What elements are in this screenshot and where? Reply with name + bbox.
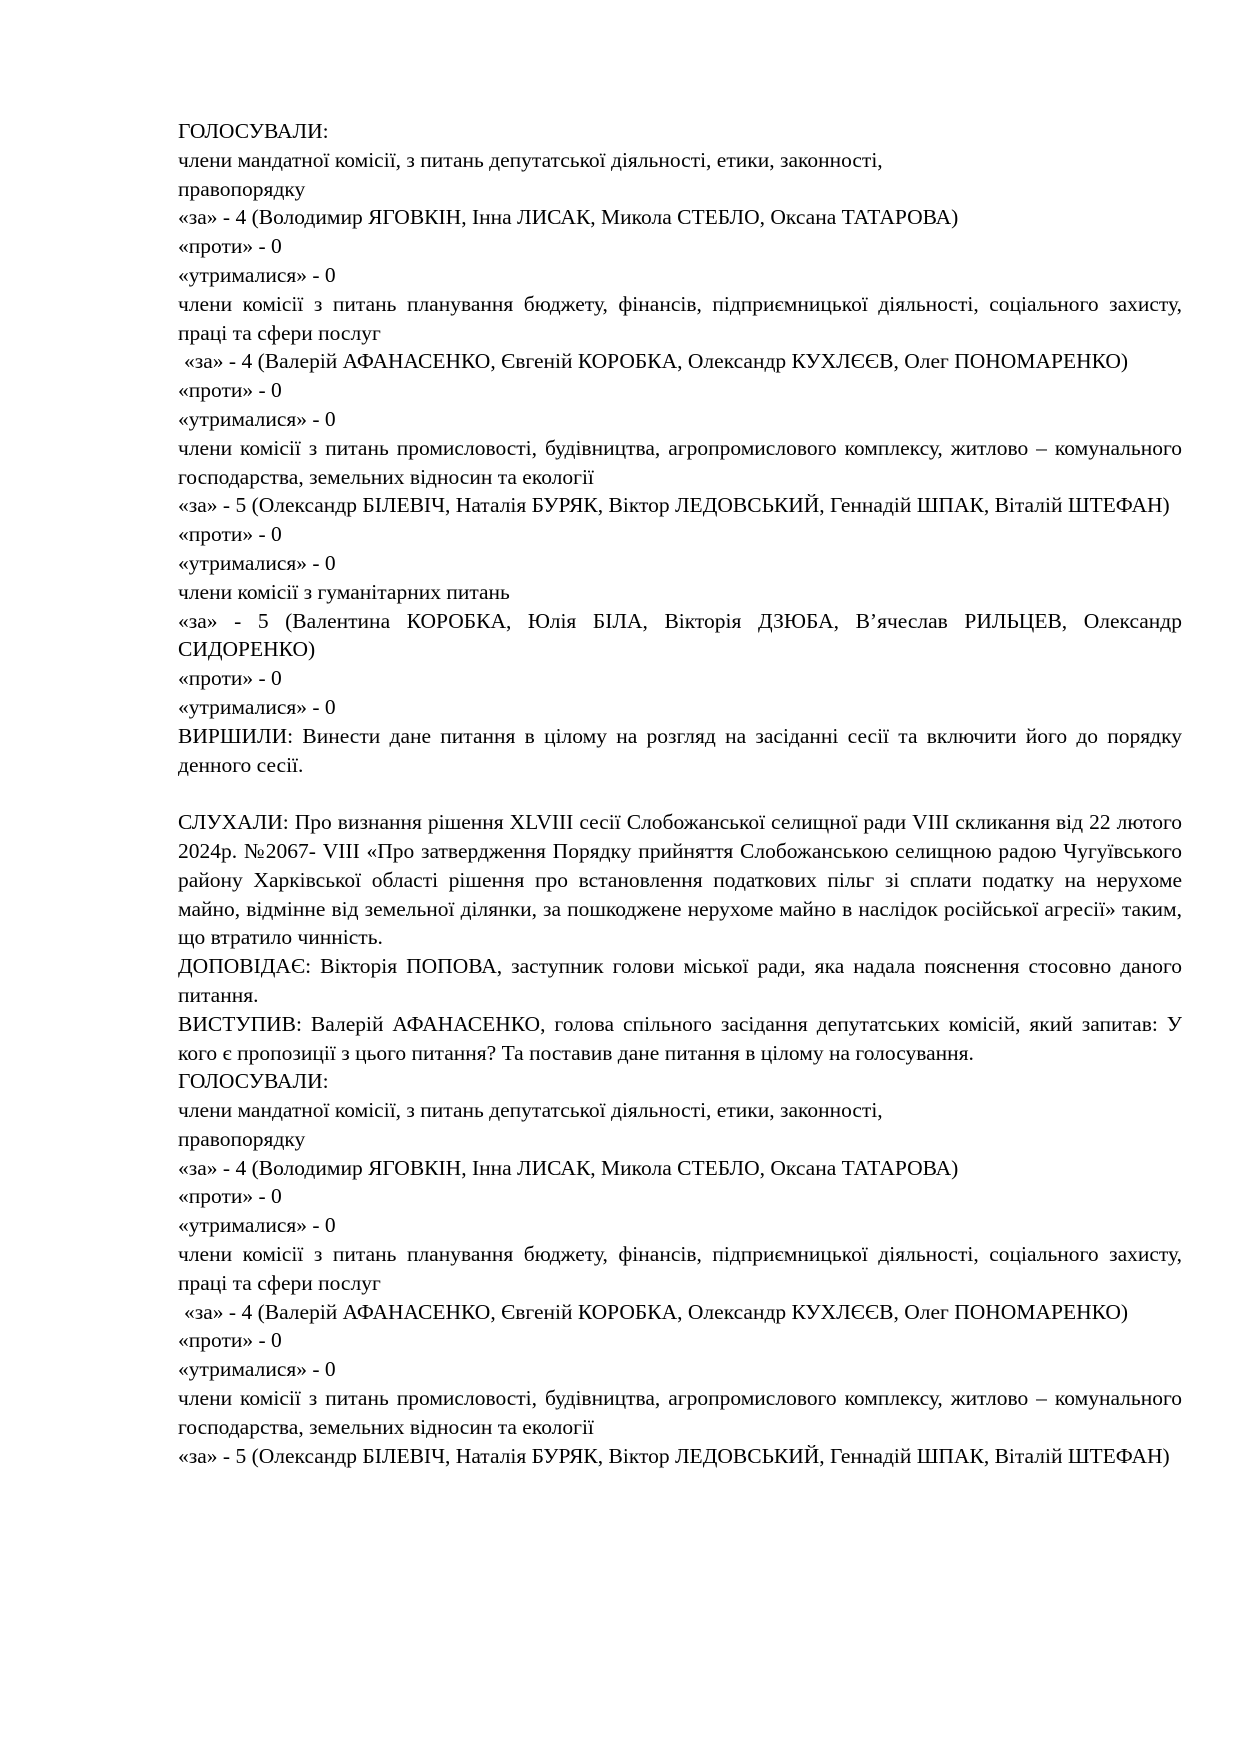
vote-abstain: «утрималися» - 0 [178,1357,336,1382]
vote-against: «проти» - 0 [178,378,282,403]
vote-for: «за» - 4 (Володимир ЯГОВКІН, Інна ЛИСАК, Микола СТЕБЛО, Оксана ТАТАРОВА) [178,205,959,230]
vote-against: «проти» - 0 [178,522,282,547]
commission-title-cont: правопорядку [178,1126,306,1151]
commission-title: члени комісії з питань планування бюджету, фінансів, підприємницької діяльності, соціального захисту, праці та сфери послуг [178,291,1182,345]
voted-heading: ГОЛОСУВАЛИ: [178,119,329,143]
commission-title: члени мандатної комісії, з питань депутатської діяльності, етики, законності, [178,1098,883,1123]
vote-against: «проти» - 0 [178,234,282,259]
reports-paragraph: ДОПОВІДАЄ: Вікторія ПОПОВА, заступник голови міської ради, яка надала пояснення стосовно даного питання. [178,954,1182,1007]
decision-paragraph: ВИРШИЛИ: Винести дане питання в цілому на розгляд на засіданні сесії та включити його до порядку денного сесії. [178,723,1182,777]
vote-for: «за» - 4 (Валерій АФАНАСЕНКО, Євгеній КОРОБКА, Олександр КУХЛЄЄВ, Олег ПОНОМАРЕНКО) [184,349,1129,374]
commission-title: члени комісії з гуманітарних питань [178,579,510,604]
vote-abstain: «утрималися» - 0 [178,550,336,575]
commission-title: члени комісії з питань промисловості, будівництва, агропромислового комплексу, житлово – комунального господарства, земельних відносин та екології [178,1386,1182,1439]
spoke-paragraph: ВИСТУПИВ: Валерій АФАНАСЕНКО, голова спільного засідання депутатських комісій, який запитав: У кого є пропозиції з цього питання? Та поставив дане питання в цілому на голосування. [178,1011,1182,1065]
vote-for: «за» - 4 (Володимир ЯГОВКІН, Інна ЛИСАК, Микола СТЕБЛО, Оксана ТАТАРОВА) [178,1155,959,1180]
paragraph-gap [178,779,1182,808]
vote-abstain: «утрималися» - 0 [178,1213,336,1238]
vote-against: «проти» - 0 [178,1184,282,1209]
vote-for: «за» - 4 (Валерій АФАНАСЕНКО, Євгеній КОРОБКА, Олександр КУХЛЄЄВ, Олег ПОНОМАРЕНКО) [184,1299,1129,1324]
vote-abstain: «утрималися» - 0 [178,262,336,287]
vote-abstain: «утрималися» - 0 [178,406,336,431]
vote-for: «за» - 5 (Олександр БІЛЕВІЧ, Наталія БУРЯК, Віктор ЛЕДОВСЬКИЙ, Геннадій ШПАК, Віталій ШТЕФАН) [178,1443,1170,1468]
vote-for: «за» - 5 (Валентина КОРОБКА, Юлія БІЛА, Вікторія ДЗЮБА, В’ячеслав РИЛЬЦЕВ, Олександр СИДОРЕНКО) [178,608,1182,662]
commission-title-cont: правопорядку [178,176,306,201]
heard-paragraph: СЛУХАЛИ: Про визнання рішення XLVIII сесії Слобожанської селищної ради VIII скликання від 22 лютого 2024р. №2067- VIII «Про затвердження Порядку прийняття Слобожанською селищною радою Чугуївського району Харківської області рішення про встановлення податкових пільг зі сплати податку на нерухоме майно, відмінне від земельної ділянки, за пошкоджене нерухоме майно в наслідок російської агресії» таким, що втратило чинність. [178,810,1182,950]
document-body [178,117,1182,1470]
voted-heading: ГОЛОСУВАЛИ: [178,1069,329,1094]
commission-title: члени комісії з питань планування бюджету, фінансів, підприємницької діяльності, соціального захисту, праці та сфери послуг [178,1242,1182,1295]
vote-for: «за» - 5 (Олександр БІЛЕВІЧ, Наталія БУРЯК, Віктор ЛЕДОВСЬКИЙ, Геннадій ШПАК, Віталій ШТЕФАН) [178,493,1170,518]
vote-abstain: «утрималися» - 0 [178,694,336,719]
commission-title: члени мандатної комісії, з питань депутатської діяльності, етики, законності, [178,147,883,172]
vote-against: «проти» - 0 [178,1328,282,1353]
vote-against: «проти» - 0 [178,666,282,691]
commission-title: члени комісії з питань промисловості, будівництва, агропромислового комплексу, житлово – комунального господарства, земельних відносин та екології [178,435,1182,489]
